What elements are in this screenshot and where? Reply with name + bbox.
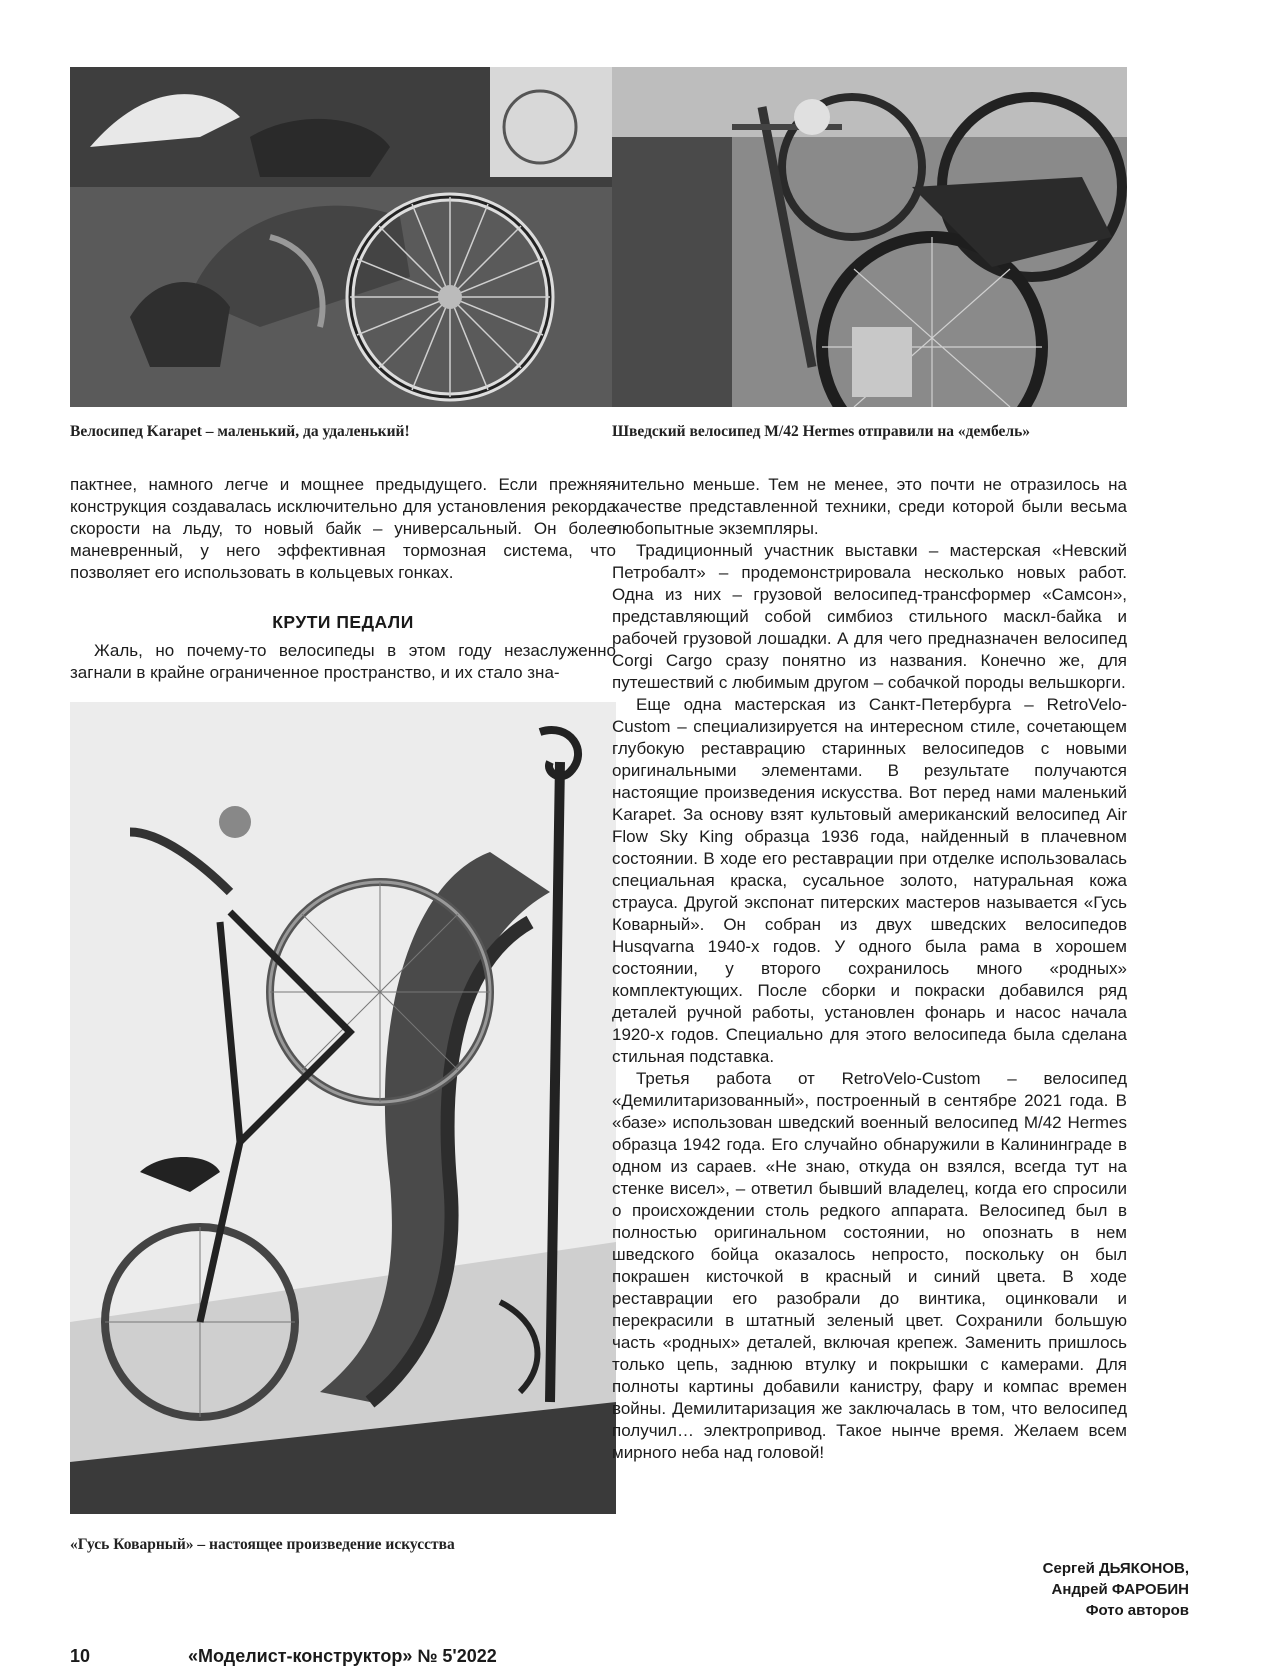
right-paragraph-3: Еще одна мастерская из Санкт-Петербурга – RetroVelo-Custom – специализируется на интересном стиле, сочетающем глубокую реставрацию старинных велосипедов с новыми оригинальными элементами. В результате получаются настоящие произведения искусства. Вот перед нами маленький Karapet. За основу взят культовый американский велосипед Air Flow Sky King образца 1936 года, найденный в плачевном состоянии. В ходе его реставрации при отделке использовалась специальная краска, сусальное золото, натуральная кожа страуса. Другой экспонат питерских мастеров называется «Гусь Коварный». Он собран из двух шведских велосипедов Husqvarna 1940-х годов. У одного была рама в хорошем состоянии, у второго сохранилось много «родных» комплектующих. После сборки и покраски добавился ряд деталей ручной работы, установлен фонарь и насос начала 1920-х годов. Специально для этого велосипеда была сделана стильная подставка. xyxy=(612,695,1127,1066)
bicycle-on-stand-photo xyxy=(70,702,616,1514)
section-heading: КРУТИ ПЕДАЛИ xyxy=(272,612,414,632)
right-paragraph-2: Традиционный участник выставки – мастерская «Невский Петробалт» – продемонстрировала несколько новых работ. Одна из них – грузовой велосипед-трансформер «Самсон», представляющий собой симбиоз стильного маскл-байка и рабочей грузовой лошадки. А для чего предназначен велосипед Corgi Cargo сразу понятно из названия. Конечно же, для путешествий с любимым другом – собачкой породы вельшкорги. xyxy=(612,541,1127,692)
stand-bicycle-caption: «Гусь Коварный» – настоящее произведение искусства xyxy=(70,1536,455,1553)
page-number: 10 xyxy=(70,1646,91,1666)
intro-paragraph: пактнее, намного легче и мощнее предыдущего. Если прежняя конструкция создавалась исключительно для установления рекорда скорости на льду, то новый байк – универсальный. Он более маневренный, у него эффективная тормозная система, что позволяет его использовать в кольцевых гонках. xyxy=(70,475,616,582)
tricycle-caption: Велосипед Karapet – маленький, да удаленький! xyxy=(70,423,410,440)
tricycle-photo xyxy=(70,67,616,407)
journal-name: «Моделист-конструктор» № 5'2022 xyxy=(188,1646,497,1666)
right-paragraph-4: Третья работа от RetroVelo-Custom – велосипед «Демилитаризованный», построенный в сентябре 2021 года. В «базе» использован шведский военный велосипед М/42 Hermes образца 1942 года. Его случайно обнаружили в Калининграде в одном из сараев. «Не знаю, откуда он взялся, всегда тут на стенке висел», – ответил бывший владелец, когда его спросили о происхождении столь редкого аппарата. Велосипед был в полностью оригинальном состоянии, но опознать в нем шведского бойца оказалось непросто, поскольку он был покрашен кисточкой в красный и синий цвета. В ходе реставрации его разобрали до винтика, оцинковали и перекрасили в штатный зеленый цвет. Сохранили большую часть «родных» деталей, включая крепеж. Заменить пришлось только цепь, заднюю втулку и покрышки с камерами. Для полноты картины добавили канистру, фару и компас времен войны. Демилитаризация же заключалась в том, что велосипед получил… электропривод. Такое нынче время. Желаем всем мирного неба над головой! xyxy=(612,1069,1127,1462)
left-column-intro xyxy=(70,474,616,584)
bicycles-exhibit-caption: Шведский велосипед М/42 Hermes отправили на «дембель» xyxy=(612,423,1031,440)
author-1: Сергей ДЬЯКОНОВ, xyxy=(1042,1560,1189,1577)
section-paragraph: Жаль, но почему-то велосипеды в этом году незаслуженно загнали в крайне ограниченное пространство, и их стало зна- xyxy=(70,641,616,682)
right-paragraph-1: чительно меньше. Тем не менее, это почти не отразилось на качестве представленной техники, среди которой были весьма любопытные экземпляры. xyxy=(612,475,1127,538)
right-column xyxy=(612,474,1127,1464)
authors-block xyxy=(1043,1558,1189,1621)
bicycles-exhibit-photo xyxy=(612,67,1127,407)
author-2: Андрей ФАРОБИН xyxy=(1051,1581,1189,1598)
left-column-para xyxy=(70,640,616,684)
photo-credit: Фото авторов xyxy=(1085,1602,1189,1619)
